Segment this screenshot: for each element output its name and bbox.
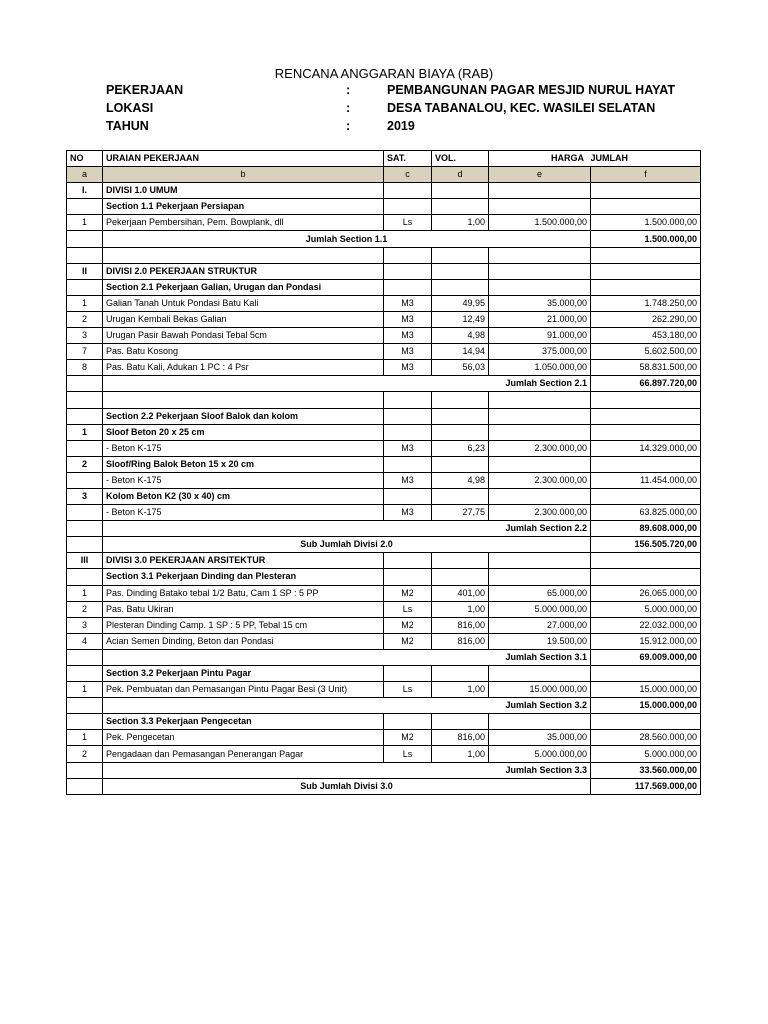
item-price: 91.000,00	[489, 328, 591, 344]
empty-cell	[384, 392, 432, 408]
item-unit: M2	[384, 730, 432, 746]
section-total-value: 66.897.720,00	[591, 376, 701, 392]
subheading-title: Sloof Beton 20 x 25 cm	[103, 424, 384, 440]
cell-vol	[432, 666, 489, 682]
division-row	[67, 553, 701, 569]
cell-vol	[432, 199, 489, 215]
row-no	[67, 521, 103, 537]
section-total-label: Jumlah Section 2.2	[103, 521, 591, 537]
item-row	[67, 617, 701, 633]
cell-vol	[432, 424, 489, 440]
empty-cell	[67, 247, 103, 263]
row-no	[67, 199, 103, 215]
row-no	[67, 778, 103, 794]
cell-vol	[432, 456, 489, 472]
row-no	[67, 505, 103, 521]
cell-sat	[384, 263, 432, 279]
item-row	[67, 344, 701, 360]
item-price: 375.000,00	[489, 344, 591, 360]
header-vol: VOL.	[432, 151, 489, 167]
cell-jumlah	[591, 408, 701, 424]
item-row	[67, 215, 701, 231]
item-description: - Beton K-175	[103, 505, 384, 521]
item-volume: 14,94	[432, 344, 489, 360]
item-amount: 1.748.250,00	[591, 295, 701, 311]
item-description: Pek. Pembuatan dan Pemasangan Pintu Pagar Besi (3 Unit)	[103, 682, 384, 698]
item-amount: 262.290,00	[591, 311, 701, 327]
section-row	[67, 199, 701, 215]
section-title: Section 3.2 Pekerjaan Pintu Pagar	[103, 666, 384, 682]
letter-c: c	[384, 167, 432, 183]
section-total-value: 69.009.000,00	[591, 649, 701, 665]
subtotal-label: Jumlah Section 1.1	[103, 231, 591, 247]
cell-vol	[432, 263, 489, 279]
section-row	[67, 714, 701, 730]
item-description: Pas. Batu Kosong	[103, 344, 384, 360]
item-volume: 1,00	[432, 746, 489, 762]
section-total-value: 15.000.000,00	[591, 698, 701, 714]
subtotal-row	[67, 778, 701, 794]
row-no: I.	[67, 183, 103, 199]
row-no	[67, 649, 103, 665]
row-no: 3	[67, 328, 103, 344]
subheading-title: Kolom Beton K2 (30 x 40) cm	[103, 488, 384, 504]
row-no	[67, 537, 103, 553]
cell-jumlah	[591, 199, 701, 215]
section-title: Section 2.2 Pekerjaan Sloof Balok dan kolom	[103, 408, 384, 424]
meta-value: 2019	[387, 119, 415, 133]
cell-harga	[489, 279, 591, 295]
blank-row	[67, 392, 701, 408]
section-total-label: Jumlah Section 3.2	[103, 698, 591, 714]
item-row	[67, 328, 701, 344]
letter-b: b	[103, 167, 384, 183]
item-volume: 27,75	[432, 505, 489, 521]
item-amount: 5.000.000,00	[591, 601, 701, 617]
item-row	[67, 585, 701, 601]
empty-cell	[489, 392, 591, 408]
item-amount: 5.000.000,00	[591, 746, 701, 762]
row-no: II	[67, 263, 103, 279]
division-row	[67, 183, 701, 199]
cell-vol	[432, 279, 489, 295]
item-row	[67, 746, 701, 762]
item-amount: 63.825.000,00	[591, 505, 701, 521]
cell-vol	[432, 408, 489, 424]
division-title: DIVISI 2.0 PEKERJAAN STRUKTUR	[103, 263, 384, 279]
section-title: Section 2.1 Pekerjaan Galian, Urugan dan Pondasi	[103, 279, 384, 295]
rab-table	[66, 150, 701, 795]
item-volume: 816,00	[432, 730, 489, 746]
empty-cell	[432, 247, 489, 263]
row-no: 1	[67, 295, 103, 311]
row-no: 1	[67, 682, 103, 698]
meta-colon: :	[346, 83, 351, 97]
header-harga: HARGA	[489, 151, 591, 167]
item-description: Urugan Pasir Bawah Pondasi Tebal 5cm	[103, 328, 384, 344]
row-no	[67, 472, 103, 488]
item-amount: 5.602.500,00	[591, 344, 701, 360]
item-row	[67, 311, 701, 327]
table-header-row	[67, 151, 701, 167]
item-amount: 22.032.000,00	[591, 617, 701, 633]
cell-jumlah	[591, 456, 701, 472]
empty-cell	[591, 247, 701, 263]
section-row	[67, 569, 701, 585]
cell-sat	[384, 569, 432, 585]
header-uraian: URAIAN PEKERJAAN	[103, 151, 384, 167]
row-no	[67, 666, 103, 682]
item-price: 65.000,00	[489, 585, 591, 601]
item-description: Acian Semen Dinding, Beton dan Pondasi	[103, 633, 384, 649]
cell-jumlah	[591, 424, 701, 440]
cell-sat	[384, 714, 432, 730]
row-no	[67, 762, 103, 778]
item-amount: 1.500.000,00	[591, 215, 701, 231]
empty-cell	[432, 392, 489, 408]
row-no: 2	[67, 746, 103, 762]
item-volume: 6,23	[432, 440, 489, 456]
item-price: 2.300.000,00	[489, 505, 591, 521]
division-row	[67, 263, 701, 279]
section-total-label: Jumlah Section 3.1	[103, 649, 591, 665]
item-description: Pengadaan dan Pemasangan Penerangan Pagar	[103, 746, 384, 762]
item-row	[67, 730, 701, 746]
row-no: 1	[67, 730, 103, 746]
cell-harga	[489, 666, 591, 682]
row-no: 2	[67, 601, 103, 617]
empty-cell	[103, 392, 384, 408]
item-volume: 1,00	[432, 215, 489, 231]
cell-harga	[489, 488, 591, 504]
meta-colon: :	[346, 101, 351, 115]
meta-value: PEMBANGUNAN PAGAR MESJID NURUL HAYAT	[387, 83, 675, 97]
row-no: 7	[67, 344, 103, 360]
row-no: 2	[67, 456, 103, 472]
item-row	[67, 440, 701, 456]
cell-vol	[432, 553, 489, 569]
item-row	[67, 601, 701, 617]
item-description: Urugan Kembali Bekas Galian	[103, 311, 384, 327]
item-unit: M3	[384, 344, 432, 360]
row-no	[67, 440, 103, 456]
item-price: 15.000.000,00	[489, 682, 591, 698]
row-no: 1	[67, 215, 103, 231]
item-amount: 453.180,00	[591, 328, 701, 344]
item-price: 21.000,00	[489, 311, 591, 327]
section-total-row	[67, 649, 701, 665]
empty-cell	[67, 392, 103, 408]
row-no: 4	[67, 633, 103, 649]
cell-harga	[489, 199, 591, 215]
subheading-title: Sloof/Ring Balok Beton 15 x 20 cm	[103, 456, 384, 472]
item-volume: 816,00	[432, 617, 489, 633]
cell-jumlah	[591, 714, 701, 730]
cell-jumlah	[591, 183, 701, 199]
cell-harga	[489, 424, 591, 440]
blank-row	[67, 247, 701, 263]
item-amount: 28.560.000,00	[591, 730, 701, 746]
item-row	[67, 360, 701, 376]
item-unit: M3	[384, 311, 432, 327]
cell-sat	[384, 279, 432, 295]
cell-sat	[384, 456, 432, 472]
meta-colon: :	[346, 119, 351, 133]
item-unit: M2	[384, 633, 432, 649]
cell-harga	[489, 553, 591, 569]
item-amount: 15.000.000,00	[591, 682, 701, 698]
item-unit: M3	[384, 472, 432, 488]
cell-harga	[489, 456, 591, 472]
item-unit: Ls	[384, 215, 432, 231]
row-no: 1	[67, 424, 103, 440]
subtotal-label: Sub Jumlah Divisi 3.0	[103, 778, 591, 794]
item-description: Plesteran Dinding Camp. 1 SP : 5 PP, Tebal 15 cm	[103, 617, 384, 633]
cell-jumlah	[591, 279, 701, 295]
item-amount: 26.065.000,00	[591, 585, 701, 601]
meta-value: DESA TABANALOU, KEC. WASILEI SELATAN	[387, 101, 656, 115]
item-volume: 4,98	[432, 472, 489, 488]
item-price: 27.000,00	[489, 617, 591, 633]
item-description: - Beton K-175	[103, 440, 384, 456]
item-volume: 56,03	[432, 360, 489, 376]
row-no: 3	[67, 617, 103, 633]
cell-sat	[384, 553, 432, 569]
row-no	[67, 569, 103, 585]
division-title: DIVISI 3.0 PEKERJAAN ARSITEKTUR	[103, 553, 384, 569]
section-total-label: Jumlah Section 3.3	[103, 762, 591, 778]
empty-cell	[591, 392, 701, 408]
subtotal-value: 117.569.000,00	[591, 778, 701, 794]
item-price: 35.000,00	[489, 730, 591, 746]
row-no: 1	[67, 585, 103, 601]
cell-jumlah	[591, 263, 701, 279]
empty-cell	[103, 247, 384, 263]
subtotal-row	[67, 537, 701, 553]
section-total-label: Jumlah Section 2.1	[103, 376, 591, 392]
item-unit: M3	[384, 328, 432, 344]
item-description: Pek. Pengecetan	[103, 730, 384, 746]
section-total-row	[67, 376, 701, 392]
cell-sat	[384, 183, 432, 199]
subtotal-value: 1.500.000,00	[591, 231, 701, 247]
item-volume: 1,00	[432, 682, 489, 698]
item-price: 1.500.000,00	[489, 215, 591, 231]
item-price: 5.000.000,00	[489, 601, 591, 617]
item-row	[67, 472, 701, 488]
row-no: 8	[67, 360, 103, 376]
division-title: DIVISI 1.0 UMUM	[103, 183, 384, 199]
cell-harga	[489, 569, 591, 585]
row-no	[67, 714, 103, 730]
item-amount: 58.831.500,00	[591, 360, 701, 376]
cell-jumlah	[591, 553, 701, 569]
item-unit: M2	[384, 585, 432, 601]
section-row	[67, 279, 701, 295]
column-letter-row	[67, 167, 701, 183]
section-title: Section 3.1 Pekerjaan Dinding dan Plesteran	[103, 569, 384, 585]
item-price: 5.000.000,00	[489, 746, 591, 762]
header-sat: SAT.	[384, 151, 432, 167]
item-row	[67, 295, 701, 311]
item-unit: Ls	[384, 601, 432, 617]
cell-sat	[384, 424, 432, 440]
item-unit: M3	[384, 505, 432, 521]
cell-vol	[432, 488, 489, 504]
subheading-row	[67, 456, 701, 472]
letter-e: e	[489, 167, 591, 183]
row-no	[67, 231, 103, 247]
item-amount: 15.912.000,00	[591, 633, 701, 649]
item-description: Pas. Batu Ukiran	[103, 601, 384, 617]
row-no	[67, 408, 103, 424]
letter-d: d	[432, 167, 489, 183]
item-description: Galian Tanah Untuk Pondasi Batu Kali	[103, 295, 384, 311]
meta-label: PEKERJAAN	[106, 83, 184, 97]
row-no	[67, 698, 103, 714]
meta-label: LOKASI	[106, 101, 154, 115]
item-row	[67, 633, 701, 649]
item-amount: 14.329.000,00	[591, 440, 701, 456]
item-volume: 12,49	[432, 311, 489, 327]
row-no: 2	[67, 311, 103, 327]
subtotal-value: 156.505.720,00	[591, 537, 701, 553]
item-price: 2.300.000,00	[489, 440, 591, 456]
subheading-row	[67, 488, 701, 504]
item-price: 19.500,00	[489, 633, 591, 649]
cell-sat	[384, 488, 432, 504]
cell-sat	[384, 199, 432, 215]
cell-harga	[489, 183, 591, 199]
row-no	[67, 376, 103, 392]
item-volume: 816,00	[432, 633, 489, 649]
item-unit: M3	[384, 295, 432, 311]
section-row	[67, 666, 701, 682]
cell-jumlah	[591, 666, 701, 682]
cell-sat	[384, 666, 432, 682]
section-total-row	[67, 521, 701, 537]
cell-vol	[432, 714, 489, 730]
item-unit: M3	[384, 360, 432, 376]
meta-label: TAHUN	[106, 119, 149, 133]
section-total-row	[67, 698, 701, 714]
item-amount: 11.454.000,00	[591, 472, 701, 488]
cell-harga	[489, 714, 591, 730]
item-row	[67, 505, 701, 521]
item-unit: M2	[384, 617, 432, 633]
section-title: Section 1.1 Pekerjaan Persiapan	[103, 199, 384, 215]
section-total-row	[67, 762, 701, 778]
item-description: - Beton K-175	[103, 472, 384, 488]
row-no: 3	[67, 488, 103, 504]
cell-vol	[432, 569, 489, 585]
item-price: 35.000,00	[489, 295, 591, 311]
item-unit: Ls	[384, 746, 432, 762]
cell-sat	[384, 408, 432, 424]
cell-jumlah	[591, 569, 701, 585]
table-body	[67, 183, 701, 795]
letter-a: a	[67, 167, 103, 183]
header-jumlah: JUMLAH	[591, 151, 701, 167]
letter-f: f	[591, 167, 701, 183]
section-row	[67, 408, 701, 424]
empty-cell	[489, 247, 591, 263]
page-title: RENCANA ANGGARAN BIAYA (RAB)	[274, 66, 494, 81]
empty-cell	[384, 247, 432, 263]
item-price: 2.300.000,00	[489, 472, 591, 488]
cell-jumlah	[591, 488, 701, 504]
row-no: III	[67, 553, 103, 569]
section-title: Section 3.3 Pekerjaan Pengecetan	[103, 714, 384, 730]
item-volume: 49,95	[432, 295, 489, 311]
header-no: NO	[67, 151, 103, 167]
item-volume: 401,00	[432, 585, 489, 601]
item-unit: Ls	[384, 682, 432, 698]
item-description: Pas. Dinding Batako tebal 1/2 Batu, Cam 1 SP : 5 PP	[103, 585, 384, 601]
item-row	[67, 682, 701, 698]
subheading-row	[67, 424, 701, 440]
item-volume: 1,00	[432, 601, 489, 617]
item-description: Pas. Batu Kali, Adukan 1 PC : 4 Psr	[103, 360, 384, 376]
item-unit: M3	[384, 440, 432, 456]
cell-harga	[489, 408, 591, 424]
item-description: Pekerjaan Pembersihan, Pem. Bowplank, dll	[103, 215, 384, 231]
item-volume: 4,98	[432, 328, 489, 344]
item-price: 1.050.000,00	[489, 360, 591, 376]
section-total-value: 33.560.000,00	[591, 762, 701, 778]
section-total-value: 89.608.000,00	[591, 521, 701, 537]
subtotal-row	[67, 231, 701, 247]
row-no	[67, 279, 103, 295]
subtotal-label: Sub Jumlah Divisi 2.0	[103, 537, 591, 553]
cell-harga	[489, 263, 591, 279]
cell-vol	[432, 183, 489, 199]
